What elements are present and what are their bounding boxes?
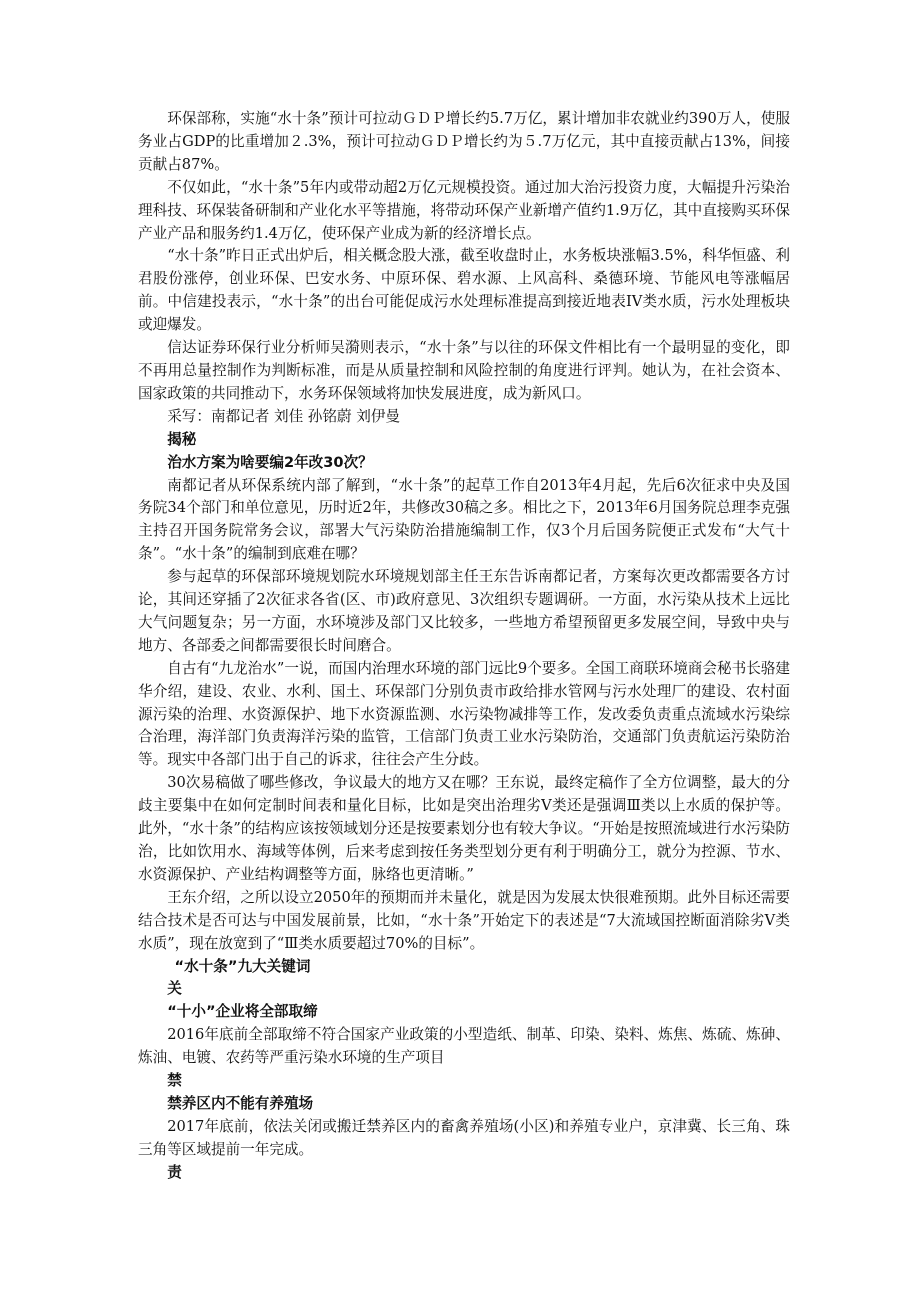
paragraph-stock-market: “水十条”昨日正式出炉后，相关概念股大涨，截至收盘时止，水务板块涨幅3.5%，科华恒盛、利君股份涨停，创业环保、巴安水务、中原环保、碧水源、上风高科、桑德环境、节能风电等涨幅居前。中信建投表示，“水十条”的出台可能促成污水处理标准提高到接近地表IV类水质，污水处理板块或迎爆发。 [138,247,790,334]
keyword-body-guan: 2016年底前全部取缔不符合国家产业政策的小型造纸、制革、印染、染料、炼焦、炼硫、炼砷、炼油、电镀、农药等严重污染水环境的生产项目 [138,1026,790,1067]
keyword-char-guan: 关 [167,980,182,998]
paragraph-drafting-difficulty: 参与起草的环保部环境规划院水环境规划部主任王东告诉南都记者，方案每次更改都需要各方讨论，其间还穿插了2次征求各省(区、市)政府意见、3次组织专题调研。一方面，水污染从技术上远比大气问题复杂；另一方面，水环境涉及部门又比较多，一些地方希望预留更多发展空间，导致中央与地方、各部委之间都需要很长时间磨合。 [138,568,790,654]
paragraph-2050-target: 王东介绍，之所以设立2050年的预期而并未量化，就是因为发展太快很难预期。此外目标还需要结合技术是否可达与中国发展前景，比如，“水十条”开始定下的表述是“7大流域国控断面消除劣Ⅴ类水质”，现在放宽到了“Ⅲ类水质要超过70%的目标”。 [138,888,790,952]
paragraph-nine-dragons: 自古有“九龙治水”一说，而国内治理水环境的部门远比9个要多。全国工商联环境商会秘书长骆建华介绍，建设、农业、水利、国土、环保部门分别负责市政给排水管网与污水处理厂的建设、农村面源污染的治理、水资源保护、地下水资源监测、水污染物减排等工作，发改委负责重点流域水污染综合治理，海洋部门负责海洋污染的监管，工信部门负责工业水污染防治，交通部门负责航运污染防治等。现实中各部门出于自己的诉求，往往会产生分歧。 [138,659,790,769]
section-title-jiemi: 治水方案为啥要编2年改30次？ [167,453,373,471]
paragraph-drafting-history: 南都记者从环保系统内部了解到，“水十条”的起草工作自2013年4月起，先后6次征求中央及国务院34个部门和单位意见，历时近2年，共修改30稿之多。相比之下，2013年6月国务院总理李克强主持召开国务院常务会议，部署大气污染防治措施编制工作，仅3个月后国务院便正式发布“大气十条”。“水十条”的编制到底难在哪？ [138,476,790,563]
keyword-char-jin: 禁 [167,1072,182,1090]
byline: 采写：南都记者 刘佳 孙铭蔚 刘伊曼 [167,407,401,425]
paragraph-investment: 不仅如此，“水十条”5年内或带动超2万亿元规模投资。通过加大治污投资力度，大幅提升污染治理科技、环保装备研制和产业化水平等措施，将带动环保产业新增产值约1.9万亿，其中直接购买环保产业产品和服务约1.4万亿，使环保产业成为新的经济增长点。 [138,178,790,242]
section-label-jiemi: 揭秘 [167,430,197,448]
keyword-title-guan: “十小”企业将全部取缔 [167,1003,318,1021]
paragraph-analyst-view: 信达证券环保行业分析师吴漪则表示，“水十条”与以往的环保文件相比有一个最明显的变化，即不再用总量控制作为判断标准，而是从质量控制和风险控制的角度进行评判。她认为，在社会资本、国家政策的共同推动下，水务环保领域将加快发展进度，成为新风口。 [138,339,790,402]
keyword-title-jin: 禁养区内不能有养殖场 [167,1094,314,1112]
keywords-heading: “水十条”九大关键词 [174,957,311,975]
paragraph-revisions: 30次易稿做了哪些修改，争议最大的地方又在哪？王东说，最终定稿作了全方位调整，最大的分歧主要集中在如何定制时间表和量化目标，比如是突出治理劣Ⅴ类还是强调Ⅲ类以上水质的保护等。此外，“水十条”的结构应该按领域划分还是按要素划分也有较大争议。“开始是按照流域进行水污染防治，比如饮用水、海域等体例，后来考虑到按任务类型划分更有利于明确分工，就分为控源、节水、水资源保护、产业结构调整等方面，脉络也更清晰。” [138,774,790,883]
keyword-char-ze: 责 [167,1163,182,1181]
keyword-body-jin: 2017年底前，依法关闭或搬迁禁养区内的畜禽养殖场(小区)和养殖专业户，京津冀、长三角、珠三角等区域提前一年完成。 [138,1117,790,1158]
paragraph-gdp-impact: 环保部称，实施“水十条”预计可拉动ＧＤＰ增长约5.7万亿，累计增加非农就业约390万人，使服务业占GDP的比重增加２.3%，预计可拉动ＧＤＰ增长约为５.7万亿元，其中直接贡献占13%，间接贡献占87%。 [138,110,790,173]
article-body [138,108,790,1185]
